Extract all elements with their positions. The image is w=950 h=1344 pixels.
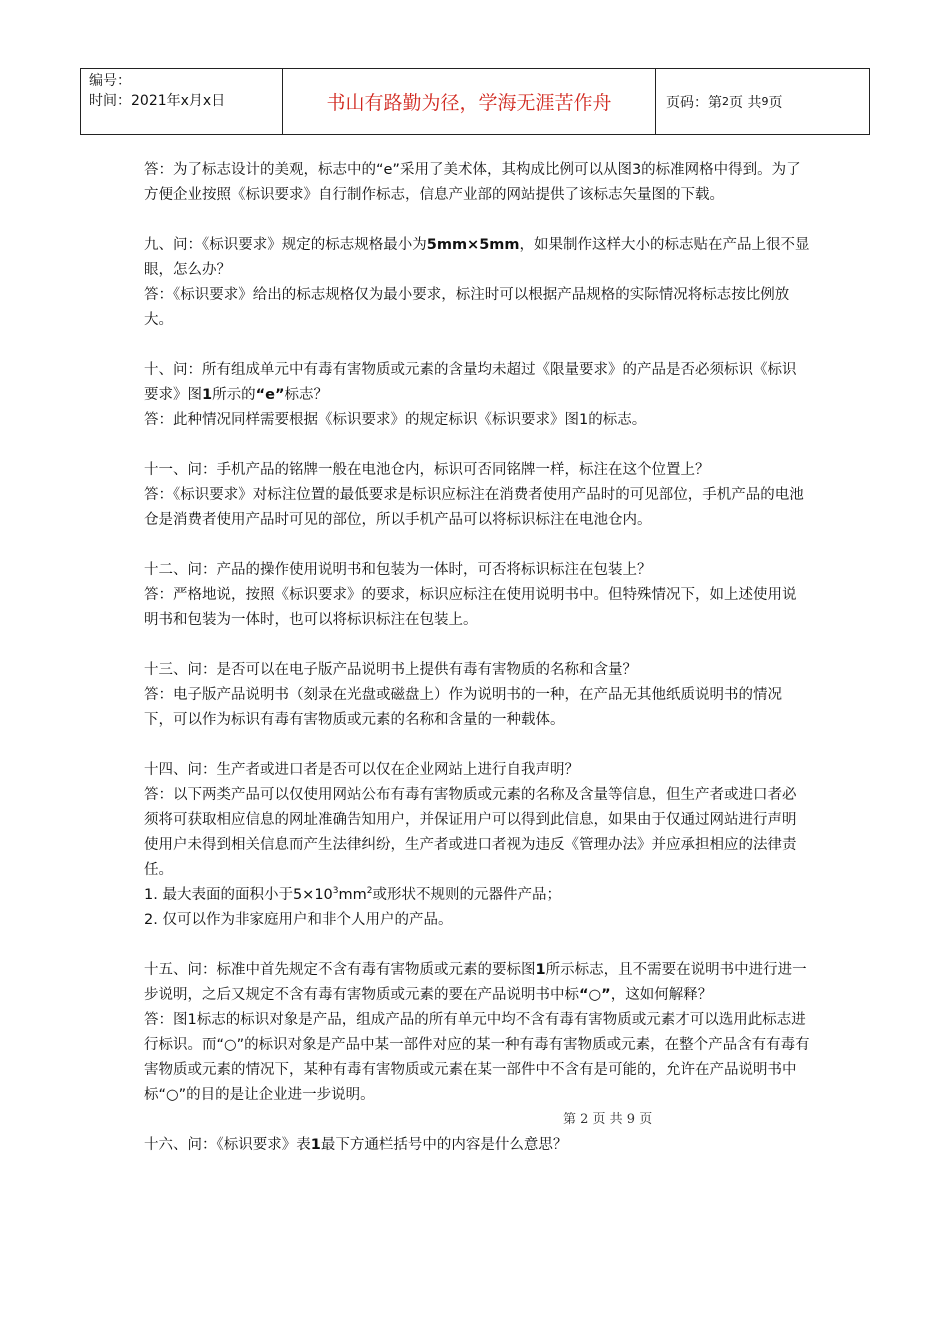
page-suffix: 页 bbox=[768, 94, 783, 111]
answer-9: 答：《标识要求》给出的标志规格仅为最小要求，标注时可以根据产品规格的实际情况将标志按比例放大。 bbox=[144, 287, 790, 328]
serial-label: 编号： bbox=[89, 73, 131, 89]
question-10: 十、问：所有组成单元中有毒有害物质或元素的含量均未超过《限量要求》的产品是否必须标识《标识要求》图1所示的“e”标志？ bbox=[144, 362, 797, 403]
page-number: 2 bbox=[722, 95, 729, 108]
answer-12: 答：严格地说，按照《标识要求》的要求，标识应标注在使用说明书中。但特殊情况下，如上述使用说明书和包装为一体时，也可以将标识标注在包装上。 bbox=[144, 587, 797, 628]
page-header bbox=[80, 68, 870, 135]
answer-11: 答：《标识要求》对标注位置的最低要求是标识应标注在消费者使用产品时的可见部位，手机产品的电池仓是消费者使用产品时可见的部位，所以手机产品可以将标识标注在电池仓内。 bbox=[144, 487, 804, 528]
page-mid: 页 共 bbox=[729, 94, 762, 111]
document-body bbox=[144, 158, 810, 1158]
answer-10: 答：此种情况同样需要根据《标识要求》的规定标识《标识要求》图1的标志。 bbox=[144, 412, 647, 428]
question-16: 十六、问：《标识要求》表1最下方通栏括号中的内容是什么意思？ bbox=[144, 1137, 568, 1153]
question-13: 十三、问：是否可以在电子版产品说明书上提供有毒有害物质的名称和含量？ bbox=[144, 662, 637, 678]
page-total: 9 bbox=[761, 95, 769, 108]
question-14: 十四、问：生产者或进口者是否可以仅在企业网站上进行自我声明？ bbox=[144, 762, 579, 778]
answer-8: 答：为了标志设计的美观，标志中的“e”采用了美术体，其构成比例可以从图3的标准网格中得到。为了方便企业按照《标识要求》自行制作标志，信息产业部的网站提供了该标志矢量图的下载。 bbox=[144, 162, 801, 203]
question-15: 十五、问：标准中首先规定不含有毒有害物质或元素的要标图1所示标志，且不需要在说明书中进行进一步说明，之后又规定不含有毒有害物质或元素的要在产品说明书中标“○”，这如何解释？ bbox=[144, 962, 807, 1003]
answer-13: 答：电子版产品说明书（刻录在光盘或磁盘上）作为说明书的一种，在产品无其他纸质说明书的情况下，可以作为标识有毒有害物质或元素的名称和含量的一种载体。 bbox=[144, 687, 782, 728]
header-meta bbox=[81, 69, 283, 134]
page-prefix: 页码：第 bbox=[666, 94, 722, 111]
answer-15: 答：图1标志的标识对象是产品，组成产品的所有单元中均不含有毒有害物质或元素才可以选用此标志进行标识。而“○”的标识对象是产品中某一部件对应的某一种有毒有害物质或元素，在整个产品含有有毒有害物质或元素的情况下，某种有毒有害物质或元素在某一部件中不含有是可能的，允许在产品说明书中标“○”的目的是让企业进一步说明。 bbox=[144, 1012, 810, 1103]
overlaid-page-footer: 第 2 页 共 9 页 bbox=[563, 1112, 653, 1127]
header-page-info bbox=[656, 69, 869, 134]
header-motto: 书山有路勤为径，学海无涯苦作舟 bbox=[283, 69, 656, 134]
question-12: 十二、问：产品的操作使用说明书和包装为一体时，可否将标识标注在包装上？ bbox=[144, 562, 652, 578]
list-item: 2. 仅可以作为非家庭用户和非个人用户的产品。 bbox=[144, 912, 453, 928]
question-11: 十一、问：手机产品的铭牌一般在电池仓内，标识可否同铭牌一样，标注在这个位置上？ bbox=[144, 462, 710, 478]
time-label: 时间：2021年x月x日 bbox=[89, 93, 226, 109]
question-9: 九、问：《标识要求》规定的标志规格最小为5mm×5mm，如果制作这样大小的标志贴在产品上很不显眼，怎么办？ bbox=[144, 237, 810, 278]
list-item: 1. 最大表面的面积小于$5\times 10^3mm^2$或形状不规则的元器件产品； bbox=[144, 886, 561, 903]
answer-14: 答：以下两类产品可以仅使用网站公布有毒有害物质或元素的名称及含量等信息，但生产者或进口者必须将可获取相应信息的网址准确告知用户，并保证用户可以得到此信息，如果由于仅通过网站进行声明使用户未得到相关信息而产生法律纠纷，生产者或进口者视为违反《管理办法》并应承担相应的法律责任。 bbox=[144, 787, 797, 878]
